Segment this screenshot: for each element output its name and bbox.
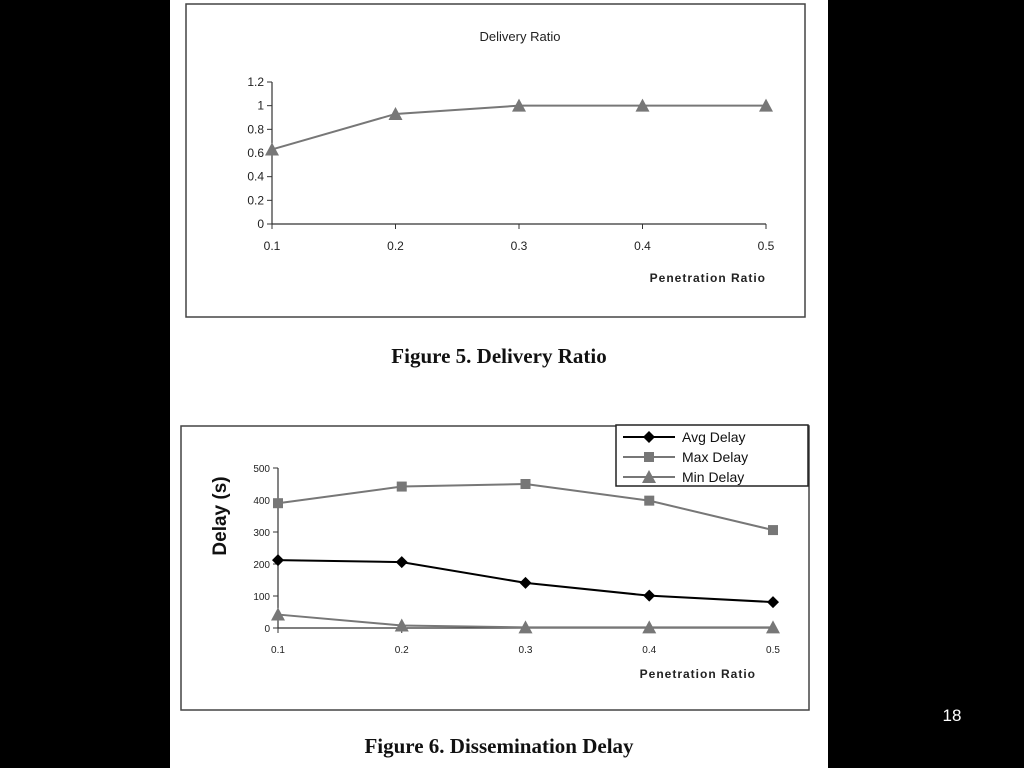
y-tick-label: 0: [257, 217, 264, 231]
chart-title: Delivery Ratio: [479, 29, 561, 44]
y-tick-label: 200: [253, 560, 270, 571]
y-tick-label: 0.6: [247, 146, 264, 160]
data-point: [397, 482, 407, 492]
x-tick-label: 0.2: [387, 239, 404, 253]
x-tick-label: 0.2: [394, 645, 409, 656]
data-point: [273, 498, 283, 508]
x-tick-label: 0.5: [766, 645, 780, 656]
x-axis-label: Penetration Ratio: [649, 271, 766, 285]
x-tick-label: 0.1: [271, 645, 285, 656]
x-tick-label: 0.1: [263, 239, 281, 253]
y-tick-label: 1: [257, 98, 264, 113]
legend: [616, 425, 808, 486]
data-point: [521, 479, 531, 489]
x-axis-label: Penetration Ratio: [639, 667, 756, 681]
data-point: [644, 496, 654, 506]
y-tick-label: 500: [253, 464, 270, 475]
figure-6-caption: Figure 6. Dissemination Delay: [364, 734, 634, 758]
legend-marker: [644, 452, 654, 462]
x-tick-label: 0.5: [757, 239, 775, 253]
y-tick-label: 0.2: [247, 193, 264, 208]
y-tick-label: 0.4: [247, 169, 264, 184]
slide-number: 18: [942, 706, 962, 725]
slide: [170, 0, 828, 768]
x-tick-label: 0.3: [510, 239, 528, 253]
legend-label: Min Delay: [682, 469, 745, 485]
dissemination-delay-chart: [170, 0, 828, 768]
y-tick-label: 0.8: [247, 122, 264, 137]
x-tick-label: 0.4: [634, 239, 651, 253]
y-tick-label: 0: [264, 624, 270, 635]
legend-label: Avg Delay: [682, 429, 746, 445]
x-tick-label: 0.4: [642, 645, 657, 656]
y-tick-label: 300: [253, 528, 270, 539]
x-tick-label: 0.3: [518, 645, 533, 656]
data-point: [768, 525, 778, 535]
y-tick-label: 1.2: [247, 75, 264, 89]
y-tick-label: 400: [253, 496, 270, 507]
figure-5-caption: Figure 5. Delivery Ratio: [391, 344, 607, 368]
y-axis-label: Delay (s): [210, 476, 231, 556]
legend-label: Max Delay: [682, 449, 749, 465]
y-tick-label: 100: [253, 592, 270, 603]
